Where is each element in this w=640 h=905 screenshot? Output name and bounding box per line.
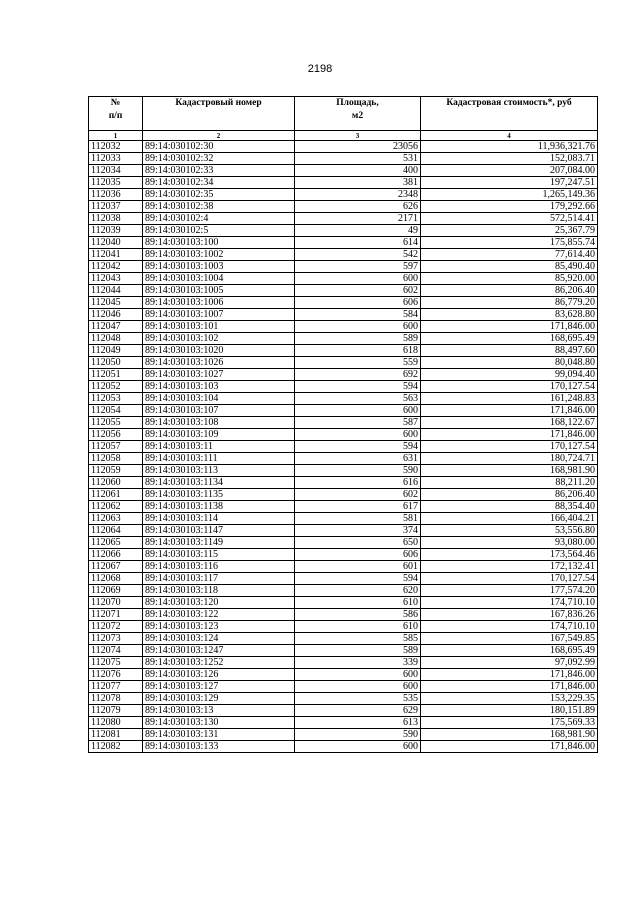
row-index-cell: 112064 <box>89 525 143 537</box>
cadastral-number-cell: 89:14:030103:130 <box>143 717 295 729</box>
cadastral-number-cell: 89:14:030102:4 <box>143 213 295 225</box>
cost-cell: 171,846.00 <box>421 681 598 693</box>
cadastral-number-cell: 89:14:030103:1004 <box>143 273 295 285</box>
row-index-cell: 112055 <box>89 417 143 429</box>
cost-cell: 88,497.60 <box>421 345 598 357</box>
row-index-cell: 112065 <box>89 537 143 549</box>
cost-cell: 175,855.74 <box>421 237 598 249</box>
table-row <box>89 201 598 213</box>
table-row <box>89 465 598 477</box>
cadastral-number-cell: 89:14:030103:118 <box>143 585 295 597</box>
cadastral-number-cell: 89:14:030103:111 <box>143 453 295 465</box>
cadastral-number-cell: 89:14:030103:13 <box>143 705 295 717</box>
cadastral-number-cell: 89:14:030103:126 <box>143 669 295 681</box>
table-row <box>89 189 598 201</box>
area-cell: 692 <box>295 369 421 381</box>
area-cell: 600 <box>295 405 421 417</box>
area-cell: 606 <box>295 297 421 309</box>
cadastral-number-cell: 89:14:030103:1005 <box>143 285 295 297</box>
area-cell: 23056 <box>295 141 421 153</box>
header-area <box>295 97 421 131</box>
cost-cell: 88,354.40 <box>421 501 598 513</box>
cadastral-number-cell: 89:14:030103:131 <box>143 729 295 741</box>
column-number: 2 <box>143 131 295 141</box>
cost-cell: 77,614.40 <box>421 249 598 261</box>
table-row <box>89 165 598 177</box>
cadastral-number-cell: 89:14:030103:101 <box>143 321 295 333</box>
cadastral-number-cell: 89:14:030103:1003 <box>143 261 295 273</box>
header-index-line2: п/п <box>108 111 123 121</box>
table-row <box>89 297 598 309</box>
cost-cell: 168,695.49 <box>421 333 598 345</box>
table-row <box>89 381 598 393</box>
row-index-cell: 112037 <box>89 201 143 213</box>
table-row <box>89 357 598 369</box>
cost-cell: 166,404.21 <box>421 513 598 525</box>
row-index-cell: 112057 <box>89 441 143 453</box>
area-cell: 629 <box>295 705 421 717</box>
row-index-cell: 112072 <box>89 621 143 633</box>
area-cell: 600 <box>295 429 421 441</box>
row-index-cell: 112036 <box>89 189 143 201</box>
page-number: 2198 <box>307 63 333 75</box>
row-index-cell: 112041 <box>89 249 143 261</box>
table-row <box>89 333 598 345</box>
table-row <box>89 405 598 417</box>
cost-cell: 171,846.00 <box>421 741 598 753</box>
cost-cell: 97,092.99 <box>421 657 598 669</box>
table-row <box>89 597 598 609</box>
table-row <box>89 609 598 621</box>
area-cell: 597 <box>295 261 421 273</box>
table-row <box>89 441 598 453</box>
cadastral-number-cell: 89:14:030103:100 <box>143 237 295 249</box>
column-number-row <box>89 131 598 141</box>
cadastral-number-cell: 89:14:030103:1027 <box>143 369 295 381</box>
cadastral-number-cell: 89:14:030103:124 <box>143 633 295 645</box>
cadastral-number-cell: 89:14:030103:1247 <box>143 645 295 657</box>
table-row <box>89 501 598 513</box>
cost-cell: 83,628.80 <box>421 309 598 321</box>
row-index-cell: 112044 <box>89 285 143 297</box>
cost-cell: 572,514.41 <box>421 213 598 225</box>
area-cell: 606 <box>295 549 421 561</box>
cadastral-number-cell: 89:14:030103:109 <box>143 429 295 441</box>
area-cell: 585 <box>295 633 421 645</box>
row-index-cell: 112058 <box>89 453 143 465</box>
cost-cell: 53,556.80 <box>421 525 598 537</box>
area-cell: 535 <box>295 693 421 705</box>
row-index-cell: 112078 <box>89 693 143 705</box>
area-cell: 559 <box>295 357 421 369</box>
area-cell: 602 <box>295 285 421 297</box>
cost-cell: 11,936,321.76 <box>421 141 598 153</box>
table-row <box>89 513 598 525</box>
table-row <box>89 669 598 681</box>
header-cadastral-number <box>143 97 295 131</box>
cadastral-number-cell: 89:14:030103:1002 <box>143 249 295 261</box>
cost-cell: 179,292.66 <box>421 201 598 213</box>
cost-cell: 172,132.41 <box>421 561 598 573</box>
header-area-line2: м2 <box>351 111 364 121</box>
row-index-cell: 112075 <box>89 657 143 669</box>
row-index-cell: 112046 <box>89 309 143 321</box>
area-cell: 2348 <box>295 189 421 201</box>
cost-cell: 171,846.00 <box>421 669 598 681</box>
table-row <box>89 621 598 633</box>
area-cell: 374 <box>295 525 421 537</box>
row-index-cell: 112032 <box>89 141 143 153</box>
table-row <box>89 141 598 153</box>
row-index-cell: 112054 <box>89 405 143 417</box>
cadastral-number-cell: 89:14:030103:11 <box>143 441 295 453</box>
cost-cell: 177,574.20 <box>421 585 598 597</box>
row-index-cell: 112053 <box>89 393 143 405</box>
cost-cell: 86,779.20 <box>421 297 598 309</box>
cadastral-number-cell: 89:14:030102:33 <box>143 165 295 177</box>
cadastral-number-cell: 89:14:030103:1026 <box>143 357 295 369</box>
cadastral-number-cell: 89:14:030103:1147 <box>143 525 295 537</box>
cost-cell: 170,127.54 <box>421 441 598 453</box>
row-index-cell: 112074 <box>89 645 143 657</box>
row-index-cell: 112080 <box>89 717 143 729</box>
header-cost <box>421 97 598 131</box>
header-cadastral-number-label: Кадастровый номер <box>175 98 262 108</box>
cadastral-number-cell: 89:14:030103:114 <box>143 513 295 525</box>
row-index-cell: 112076 <box>89 669 143 681</box>
cost-cell: 80,048.80 <box>421 357 598 369</box>
cadastral-number-cell: 89:14:030103:108 <box>143 417 295 429</box>
cadastral-number-cell: 89:14:030103:104 <box>143 393 295 405</box>
area-cell: 601 <box>295 561 421 573</box>
cadastral-number-cell: 89:14:030102:32 <box>143 153 295 165</box>
area-cell: 650 <box>295 537 421 549</box>
area-cell: 613 <box>295 717 421 729</box>
area-cell: 616 <box>295 477 421 489</box>
cadastral-number-cell: 89:14:030103:133 <box>143 741 295 753</box>
cadastral-number-cell: 89:14:030103:1138 <box>143 501 295 513</box>
area-cell: 617 <box>295 501 421 513</box>
table-row <box>89 645 598 657</box>
header-area-line1: Площадь, <box>336 98 379 108</box>
table-row <box>89 537 598 549</box>
header-row <box>89 97 598 131</box>
cadastral-number-cell: 89:14:030103:1134 <box>143 477 295 489</box>
cadastral-number-cell: 89:14:030103:127 <box>143 681 295 693</box>
cost-cell: 168,981.90 <box>421 465 598 477</box>
area-cell: 594 <box>295 441 421 453</box>
row-index-cell: 112069 <box>89 585 143 597</box>
table-row <box>89 153 598 165</box>
cadastral-number-cell: 89:14:030102:34 <box>143 177 295 189</box>
cost-cell: 85,920.00 <box>421 273 598 285</box>
cost-cell: 170,127.54 <box>421 573 598 585</box>
table-row <box>89 213 598 225</box>
table-row <box>89 477 598 489</box>
table-row <box>89 345 598 357</box>
cadastral-number-cell: 89:14:030103:123 <box>143 621 295 633</box>
table-row <box>89 729 598 741</box>
area-cell: 600 <box>295 741 421 753</box>
row-index-cell: 112066 <box>89 549 143 561</box>
row-index-cell: 112038 <box>89 213 143 225</box>
area-cell: 586 <box>295 609 421 621</box>
row-index-cell: 112043 <box>89 273 143 285</box>
area-cell: 590 <box>295 465 421 477</box>
header-index-line1: № <box>110 98 121 108</box>
column-number: 3 <box>295 131 421 141</box>
table-body <box>89 141 598 753</box>
table-row <box>89 525 598 537</box>
table-row <box>89 429 598 441</box>
cadastral-number-cell: 89:14:030102:35 <box>143 189 295 201</box>
table-row <box>89 549 598 561</box>
area-cell: 610 <box>295 597 421 609</box>
table-row <box>89 741 598 753</box>
cost-cell: 180,151.89 <box>421 705 598 717</box>
row-index-cell: 112081 <box>89 729 143 741</box>
row-index-cell: 112077 <box>89 681 143 693</box>
area-cell: 610 <box>295 621 421 633</box>
row-index-cell: 112047 <box>89 321 143 333</box>
row-index-cell: 112079 <box>89 705 143 717</box>
row-index-cell: 112061 <box>89 489 143 501</box>
table-row <box>89 273 598 285</box>
row-index-cell: 112035 <box>89 177 143 189</box>
column-number: 4 <box>421 131 598 141</box>
row-index-cell: 112056 <box>89 429 143 441</box>
cost-cell: 171,846.00 <box>421 429 598 441</box>
table-row <box>89 417 598 429</box>
cadastral-number-cell: 89:14:030103:122 <box>143 609 295 621</box>
cost-cell: 167,836.26 <box>421 609 598 621</box>
area-cell: 620 <box>295 585 421 597</box>
cadastral-number-cell: 89:14:030102:5 <box>143 225 295 237</box>
cost-cell: 86,206.40 <box>421 489 598 501</box>
area-cell: 590 <box>295 729 421 741</box>
cost-cell: 175,569.33 <box>421 717 598 729</box>
row-index-cell: 112062 <box>89 501 143 513</box>
cadastral-number-cell: 89:14:030103:129 <box>143 693 295 705</box>
row-index-cell: 112060 <box>89 477 143 489</box>
row-index-cell: 112052 <box>89 381 143 393</box>
cost-cell: 152,083.71 <box>421 153 598 165</box>
cost-cell: 93,080.00 <box>421 537 598 549</box>
row-index-cell: 112073 <box>89 633 143 645</box>
cost-cell: 171,846.00 <box>421 405 598 417</box>
cost-cell: 207,084.00 <box>421 165 598 177</box>
cadastral-number-cell: 89:14:030103:1135 <box>143 489 295 501</box>
row-index-cell: 112033 <box>89 153 143 165</box>
table-row <box>89 393 598 405</box>
cadastral-number-cell: 89:14:030103:116 <box>143 561 295 573</box>
area-cell: 381 <box>295 177 421 189</box>
row-index-cell: 112040 <box>89 237 143 249</box>
cost-cell: 85,490.40 <box>421 261 598 273</box>
column-number: 1 <box>89 131 143 141</box>
cost-cell: 25,367.79 <box>421 225 598 237</box>
cadastral-number-cell: 89:14:030103:117 <box>143 573 295 585</box>
table-row <box>89 705 598 717</box>
table-row <box>89 225 598 237</box>
row-index-cell: 112070 <box>89 597 143 609</box>
cost-cell: 167,549.85 <box>421 633 598 645</box>
area-cell: 602 <box>295 489 421 501</box>
row-index-cell: 112068 <box>89 573 143 585</box>
row-index-cell: 112067 <box>89 561 143 573</box>
area-cell: 600 <box>295 321 421 333</box>
cost-cell: 1,265,149.36 <box>421 189 598 201</box>
area-cell: 581 <box>295 513 421 525</box>
cost-cell: 168,122.67 <box>421 417 598 429</box>
row-index-cell: 112039 <box>89 225 143 237</box>
cadastral-number-cell: 89:14:030103:1020 <box>143 345 295 357</box>
cadastral-number-cell: 89:14:030103:107 <box>143 405 295 417</box>
area-cell: 339 <box>295 657 421 669</box>
area-cell: 589 <box>295 333 421 345</box>
area-cell: 594 <box>295 573 421 585</box>
table-row <box>89 249 598 261</box>
cadastral-number-cell: 89:14:030103:115 <box>143 549 295 561</box>
cadastral-number-cell: 89:14:030102:30 <box>143 141 295 153</box>
area-cell: 542 <box>295 249 421 261</box>
table-row <box>89 633 598 645</box>
cost-cell: 180,724.71 <box>421 453 598 465</box>
row-index-cell: 112048 <box>89 333 143 345</box>
row-index-cell: 112051 <box>89 369 143 381</box>
area-cell: 589 <box>295 645 421 657</box>
cost-cell: 174,710.10 <box>421 621 598 633</box>
cadastral-number-cell: 89:14:030103:103 <box>143 381 295 393</box>
header-index <box>89 97 143 131</box>
table-row <box>89 309 598 321</box>
cost-cell: 174,710.10 <box>421 597 598 609</box>
cost-cell: 161,248.83 <box>421 393 598 405</box>
cadastral-number-cell: 89:14:030103:120 <box>143 597 295 609</box>
cost-cell: 88,211.20 <box>421 477 598 489</box>
row-index-cell: 112042 <box>89 261 143 273</box>
cost-cell: 86,206.40 <box>421 285 598 297</box>
table-row <box>89 489 598 501</box>
area-cell: 49 <box>295 225 421 237</box>
table-row <box>89 177 598 189</box>
table-row <box>89 237 598 249</box>
cost-cell: 170,127.54 <box>421 381 598 393</box>
cadastral-number-cell: 89:14:030103:1006 <box>143 297 295 309</box>
cost-cell: 173,564.46 <box>421 549 598 561</box>
area-cell: 594 <box>295 381 421 393</box>
area-cell: 587 <box>295 417 421 429</box>
row-index-cell: 112063 <box>89 513 143 525</box>
table-row <box>89 693 598 705</box>
table-row <box>89 717 598 729</box>
row-index-cell: 112071 <box>89 609 143 621</box>
table-row <box>89 369 598 381</box>
row-index-cell: 112034 <box>89 165 143 177</box>
cadastral-number-cell: 89:14:030102:38 <box>143 201 295 213</box>
area-cell: 626 <box>295 201 421 213</box>
table-row <box>89 657 598 669</box>
table-row <box>89 681 598 693</box>
table-row <box>89 285 598 297</box>
row-index-cell: 112082 <box>89 741 143 753</box>
cost-cell: 168,981.90 <box>421 729 598 741</box>
cadastral-number-cell: 89:14:030103:113 <box>143 465 295 477</box>
cadastral-table <box>88 96 598 753</box>
table-row <box>89 561 598 573</box>
area-cell: 2171 <box>295 213 421 225</box>
table-row <box>89 261 598 273</box>
header-cost-label: Кадастровая стоимость*, руб <box>446 98 572 108</box>
cadastral-number-cell: 89:14:030103:1252 <box>143 657 295 669</box>
area-cell: 400 <box>295 165 421 177</box>
cost-cell: 171,846.00 <box>421 321 598 333</box>
area-cell: 600 <box>295 681 421 693</box>
cost-cell: 197,247.51 <box>421 177 598 189</box>
area-cell: 631 <box>295 453 421 465</box>
table-row <box>89 585 598 597</box>
area-cell: 531 <box>295 153 421 165</box>
area-cell: 614 <box>295 237 421 249</box>
row-index-cell: 112049 <box>89 345 143 357</box>
table-row <box>89 573 598 585</box>
area-cell: 618 <box>295 345 421 357</box>
row-index-cell: 112050 <box>89 357 143 369</box>
cost-cell: 99,094.40 <box>421 369 598 381</box>
cadastral-number-cell: 89:14:030103:1149 <box>143 537 295 549</box>
cost-cell: 153,229.35 <box>421 693 598 705</box>
cadastral-number-cell: 89:14:030103:102 <box>143 333 295 345</box>
row-index-cell: 112045 <box>89 297 143 309</box>
table-row <box>89 321 598 333</box>
table-row <box>89 453 598 465</box>
area-cell: 600 <box>295 669 421 681</box>
row-index-cell: 112059 <box>89 465 143 477</box>
area-cell: 600 <box>295 273 421 285</box>
area-cell: 584 <box>295 309 421 321</box>
cost-cell: 168,695.49 <box>421 645 598 657</box>
cadastral-number-cell: 89:14:030103:1007 <box>143 309 295 321</box>
area-cell: 563 <box>295 393 421 405</box>
